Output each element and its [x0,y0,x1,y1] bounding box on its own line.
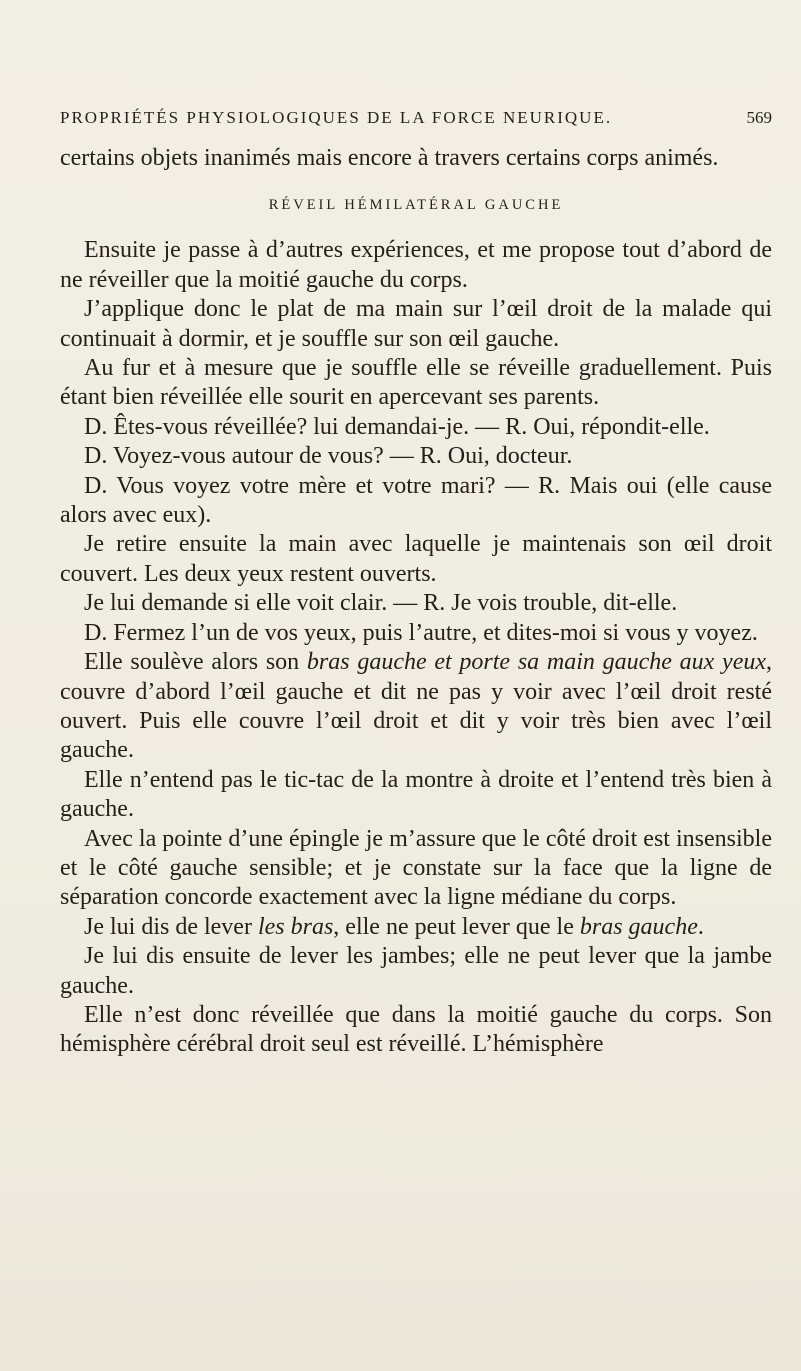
dialogue-line: D. Fermez l’un de vos yeux, puis l’autre, et dites-moi si vous y voyez. [84,619,758,646]
paragraph: Avec la pointe d’une épingle je m’assure que le côté droit est insensible et le côté gauche sensible; et je constate sur la face que la ligne de séparation concorde exactement avec la ligne médiane du corps. [60,825,772,911]
paragraph: J’applique donc le plat de ma main sur l’œil droit de la malade qui continuait à dormir, et je souffle sur son œil gauche. [60,296,772,352]
paragraph-continued: certains objets inanimés mais encore à travers certains corps animés. [60,145,719,171]
text-run: , elle ne peut lever que le [333,913,580,940]
dialogue-line: Je lui demande si elle voit clair. — R. Je vois trouble, dit-elle. [84,590,678,617]
paragraph: Je retire ensuite la main avec laquelle je maintenais son œil droit couvert. Les deux yeux restent ouverts. [60,531,772,587]
paragraph-with-italics [60,648,772,766]
paragraph: Au fur et à mesure que je souffle elle se réveille graduellement. Puis étant bien réveillée elle sourit en apercevant ses parents. [60,355,772,411]
text-run: Elle soulève alors son [84,649,307,676]
paragraph-with-italics [60,913,772,942]
italic-run: les bras [257,913,334,940]
section-heading: RÉVEIL HÉMILATÉRAL GAUCHE [268,197,564,214]
dialogue-line: D. Voyez-vous autour de vous? — R. Oui, docteur. [84,443,573,470]
text-run: Je lui dis de lever [84,913,258,940]
paragraph: Elle n’est donc réveillée que dans la moitié gauche du corps. Son hémisphère cérébral droit seul est réveillé. L’hémisphère [60,1001,772,1058]
paragraph: Elle n’entend pas le tic-tac de la montre à droite et l’entend très bien à gauche. [60,766,772,823]
dialogue-line: D. Vous voyez votre mère et votre mari? — R. Mais oui (elle cause alors avec eux). [60,472,772,529]
page-number: 569 [746,108,772,127]
italic-run: bras gauche et porte sa main gauche aux yeux [306,649,767,676]
paragraph: Je lui dis ensuite de lever les jambes; elle ne peut lever que la jambe gauche. [60,943,772,999]
dialogue-line: D. Êtes-vous réveillée? lui demandai-je. — R. Oui, répondit-elle. [84,413,710,440]
running-head [60,108,772,134]
running-head-title: PROPRIÉTÉS PHYSIOLOGIQUES DE LA FORCE NEURIQUE. [60,108,613,127]
italic-run: bras gauche [579,913,698,940]
body-text [60,144,772,1060]
text-run: . [697,913,704,940]
paragraph: Ensuite je passe à d’autres expériences, et me propose tout d’abord de ne réveiller que la moitié gauche du corps. [60,237,772,293]
text-run: , couvre d’abord l’œil gauche et dit ne pas y voir avec l’œil droit resté ouvert. Puis elle couvre l’œil droit et dit y voir très bien avec l’œil gauche. [60,649,773,764]
